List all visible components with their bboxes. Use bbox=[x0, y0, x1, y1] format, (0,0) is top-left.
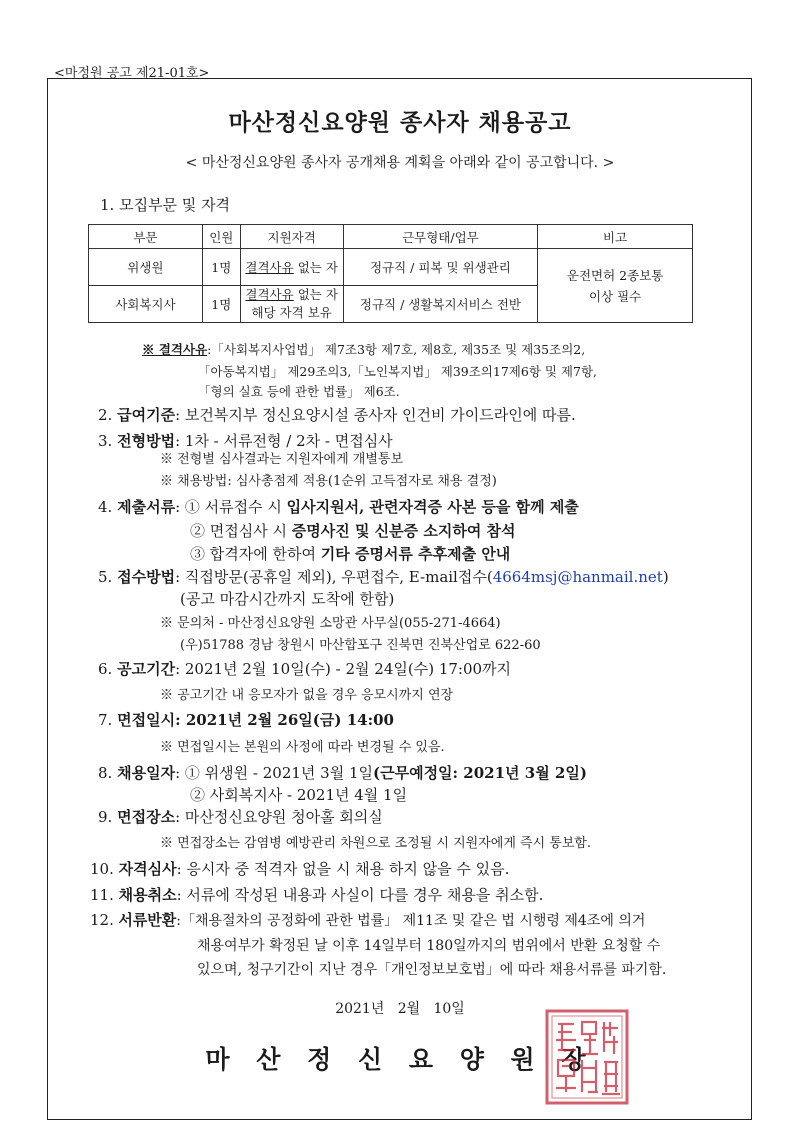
section-7 bbox=[98, 709, 394, 730]
cell-note bbox=[538, 249, 693, 323]
disq-label-text: ※ 결격사유 bbox=[142, 342, 208, 357]
note-line-1: 운전면허 2종보통 bbox=[566, 267, 664, 283]
qual-underlined: 결격사유 bbox=[245, 287, 294, 302]
section-label: 제출서류 bbox=[117, 498, 176, 516]
section-text: : 2021년 2월 10일(수) - 2월 24일(수) 17:00까지 bbox=[175, 660, 512, 678]
section-number: 3. bbox=[98, 432, 113, 450]
line-text: ② 면접심사 시 bbox=[190, 522, 292, 540]
section-text: : 직접방문(공휴일 제외), 우편접수, E-mail접수( bbox=[175, 568, 493, 586]
note-line-2: 이상 필수 bbox=[588, 288, 642, 304]
section-label: 면접장소 bbox=[117, 808, 176, 826]
notice-number: <마정원 공고 제21-01호> bbox=[54, 66, 210, 81]
section-number: 12. bbox=[90, 911, 114, 929]
qual-underlined: 결격사유 bbox=[245, 260, 294, 275]
section-text: : 마산정신요양원 청아홀 회의실 bbox=[175, 808, 383, 826]
qual-rest: 없는 자 bbox=[293, 260, 338, 275]
header-work: 근무형태/업무 bbox=[343, 225, 538, 249]
disq-line-3: 「형의 실효 등에 관한 법률」 제6조. bbox=[198, 384, 400, 399]
cell-dept: 위생원 bbox=[89, 249, 203, 286]
header-count: 인원 bbox=[202, 225, 240, 249]
official-seal bbox=[544, 1008, 630, 1106]
section-5-line-2: (공고 마감시간까지 도착에 한함) bbox=[180, 590, 395, 608]
section-number: 10. bbox=[90, 860, 114, 878]
section-4-line-3 bbox=[190, 543, 510, 564]
qual-rest: 없는 자 bbox=[293, 287, 338, 302]
disq-line-2: 「아동복지법」 제29조의3,「노인복지법」 제39조의17제6항 및 제7항, bbox=[198, 364, 597, 379]
section-label: 채용취소 bbox=[118, 886, 177, 904]
section-1-heading: 1. 모집부문 및 자격 bbox=[100, 196, 231, 214]
section-12-line-2: 채용여부가 확정된 날 이후 14일부터 180일까지의 범위에서 반환 요청할 수 bbox=[197, 938, 661, 954]
section-label: 채용일자 bbox=[117, 764, 176, 782]
section-text: : 보건복지부 정신요양시설 종사자 인건비 가이드라인에 따름. bbox=[175, 406, 576, 424]
section-6-note: ※ 공고기간 내 응모자가 없을 경우 응모시까지 연장 bbox=[160, 688, 454, 703]
section-12 bbox=[90, 909, 645, 930]
section-6 bbox=[98, 658, 511, 679]
issuer-name: 마 산 정 신 요 양 원 장 bbox=[205, 1045, 595, 1074]
subtitle: < 마산정신요양원 종사자 공개채용 계획을 아래와 같이 공고합니다. > bbox=[185, 155, 615, 171]
address: (우)51788 경남 창원시 마산합포구 진북면 진북산업로 622-60 bbox=[180, 638, 541, 653]
section-number: 9. bbox=[98, 808, 113, 826]
qual-line-2: 해당 자격 보유 bbox=[251, 305, 332, 320]
section-4 bbox=[98, 496, 579, 517]
section-text: : 응시자 중 적격자 없을 시 채용 하지 않을 수 있음. bbox=[176, 860, 510, 878]
section-number: 2. bbox=[98, 406, 113, 424]
section-text: : 서류에 작성된 내용과 사실이 다를 경우 채용을 취소함. bbox=[176, 886, 544, 904]
contact-info: ※ 문의처 - 마산정신요양원 소망관 사무실(055-271-4664) bbox=[160, 616, 501, 631]
section-number: 6. bbox=[98, 660, 113, 678]
section-text: : 1차 - 서류전형 / 2차 - 면접심사 bbox=[175, 432, 393, 450]
section-12-line-3: 있으며, 청구기간이 지난 경우「개인정보보호법」에 따라 채용서류를 파기함. bbox=[197, 962, 667, 978]
section-label: 서류반환 bbox=[118, 911, 177, 929]
section-9-note: ※ 면접장소는 감염병 예방관리 차원으로 조정될 시 지원자에게 즉시 통보함. bbox=[160, 836, 592, 851]
email-link[interactable]: 4664msj@hanmail.net bbox=[492, 568, 663, 586]
section-number: 8. bbox=[98, 764, 113, 782]
section-number: 11. bbox=[90, 886, 114, 904]
section-3-note-1: ※ 전형별 심사결과는 지원자에게 개별통보 bbox=[160, 452, 404, 467]
line-text-bold: 증명사진 및 신분증 소지하여 참석 bbox=[291, 522, 516, 540]
section-label: 급여기준 bbox=[117, 406, 176, 424]
section-11 bbox=[90, 884, 543, 905]
section-text-bold: 입사지원서, 관련자격증 사본 등을 함께 제출 bbox=[286, 498, 579, 516]
section-text: : 2021년 2월 26일(금) 14:00 bbox=[175, 711, 394, 729]
header-dept: 부문 bbox=[89, 225, 203, 249]
issue-date: 2021년 2월 10일 bbox=[335, 1001, 465, 1017]
section-5 bbox=[98, 566, 669, 587]
section-text-end: ) bbox=[662, 568, 669, 586]
line-text: ③ 합격자에 한하여 bbox=[190, 545, 321, 563]
cell-dept: 사회복지사 bbox=[89, 286, 203, 323]
section-number: 7. bbox=[98, 711, 113, 729]
section-label: 접수방법 bbox=[117, 568, 176, 586]
section-4-line-2 bbox=[190, 520, 516, 541]
section-number: 4. bbox=[98, 498, 113, 516]
table-row bbox=[89, 249, 693, 286]
cell-count: 1명 bbox=[202, 249, 240, 286]
header-note: 비고 bbox=[538, 225, 693, 249]
section-10 bbox=[90, 858, 509, 879]
cell-qualification bbox=[240, 249, 343, 286]
section-9 bbox=[98, 806, 383, 827]
line-text-bold: 기타 증명서류 추후제출 안내 bbox=[320, 545, 511, 563]
header-qualification: 지원자격 bbox=[240, 225, 343, 249]
section-7-note: ※ 면접일시는 본원의 사정에 따라 변경될 수 있음. bbox=[160, 740, 445, 755]
disq-line-1: :「사회복지사업법」 제7조3항 제7호, 제8호, 제35조 및 제35조의2, bbox=[207, 342, 586, 357]
page-title: 마산정신요양원 종사자 채용공고 bbox=[228, 109, 572, 136]
section-text: : ① 위생원 - 2021년 3월 1일 bbox=[175, 764, 373, 782]
section-3-note-2: ※ 채용방법: 심사총점제 적용(1순위 고득점자로 채용 결정) bbox=[160, 474, 497, 489]
cell-count: 1명 bbox=[202, 286, 240, 323]
cell-qualification bbox=[240, 286, 343, 323]
section-label: 면접일시 bbox=[117, 711, 176, 729]
section-8 bbox=[98, 762, 587, 783]
section-8-line-2: ② 사회복지사 - 2021년 4월 1일 bbox=[190, 786, 408, 804]
section-text: :「채용절차의 공정화에 관한 법률」 제11조 및 같은 법 시행령 제4조에 의거 bbox=[176, 913, 646, 929]
cell-work: 정규직 / 피복 및 위생관리 bbox=[343, 249, 538, 286]
section-text-bold: (근무예정일: 2021년 3월 2일) bbox=[373, 764, 587, 782]
section-2 bbox=[98, 404, 576, 425]
section-label: 공고기간 bbox=[117, 660, 176, 678]
table-header-row bbox=[89, 225, 693, 249]
section-number: 5. bbox=[98, 568, 113, 586]
section-label: 전형방법 bbox=[117, 432, 176, 450]
section-text: : ① 서류접수 시 bbox=[175, 498, 287, 516]
recruitment-table bbox=[88, 224, 693, 323]
section-label: 자격심사 bbox=[118, 860, 177, 878]
cell-work: 정규직 / 생활복지서비스 전반 bbox=[343, 286, 538, 323]
disqualification-label bbox=[142, 340, 585, 358]
